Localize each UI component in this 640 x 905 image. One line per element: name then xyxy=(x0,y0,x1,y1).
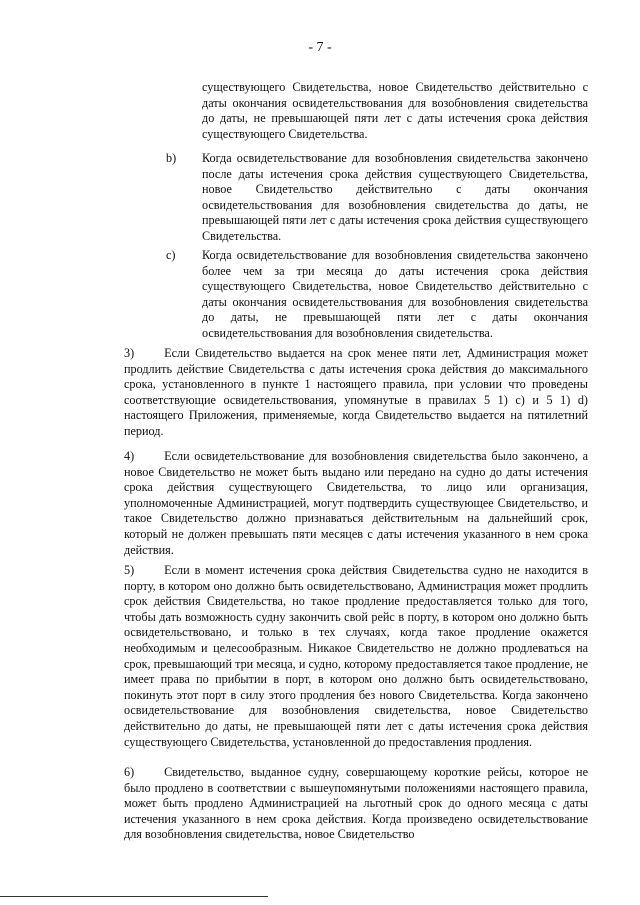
item-c-text: Когда освидетельствование для возобновления свидетельства закончено более чем за три месяца до даты истечения срока действия существующего Свидетельства, новое Свидетельство действительно с даты окончания освидетельствования для возобновления свидетельства до даты, не превышающей пяти лет с даты окончания освидетельствования для возобновления свидетельства. xyxy=(202,248,588,340)
paragraph-6 xyxy=(124,765,588,843)
paragraph-5-text: Если в момент истечения срока действия Свидетельства судно не находится в порту, в котором оно должно быть освидетельствовано, Администрация может продлить срок действия Свидетельства, но такое продление предоставляется только для того, чтобы дать возможность судну закончить свой рейс в порту, в котором оно должно быть освидетельствовано, и только в тех случаях, когда такое продление окажется необходимым и целесообразным. Никакое Свидетельство не должно продлеваться на срок, превышающий три месяца, и судно, которому предоставляется такое продление, не имеет права по прибытии в порт, в котором оно должно быть освидетельствовано, покинуть этот порт в силу этого продления без нового Свидетельства. Когда закончено освидетельствование для возобновления свидетельства, новое Свидетельство действительно до даты, не превышающей пяти лет с даты истечения срока действия существующего Свидетельства, установленной до предоставления продления. xyxy=(124,563,588,749)
paragraph-4-marker: 4) xyxy=(124,449,135,463)
paragraph-3-text: Если Свидетельство выдается на срок менее пяти лет, Администрация может продлить действие Свидетельства с даты истечения срока действия до максимального срока, установленного в пункте 1 настоящего правила, при условии что проведены соответствующие освидетельствования, упомянутые в правилах 5 1) c) и 5 1) d) настоящего Приложения, применяемые, когда Свидетельство выдается на пятилетний период. xyxy=(124,346,588,438)
page-number: - 7 - xyxy=(308,40,332,55)
continued-paragraph: существующего Свидетельства, новое Свидетельство действительно с даты окончания освидетельствования для возобновления свидетельства до даты, не превышающей пяти лет с даты истечения срока действия существующего Свидетельства. xyxy=(202,80,588,141)
paragraph-6-marker: 6) xyxy=(124,765,135,779)
footer-divider xyxy=(0,896,268,897)
paragraph-3 xyxy=(124,346,588,440)
item-b-marker: b) xyxy=(166,151,177,165)
paragraph-5-marker: 5) xyxy=(124,563,135,577)
item-c-marker: c) xyxy=(166,248,176,262)
paragraph-3-marker: 3) xyxy=(124,346,135,360)
paragraph-6-text: Свидетельство, выданное судну, совершающему короткие рейсы, которое не было продлено в соответствии с вышеупомянутыми положениями настоящего правила, может быть продлено Администрацией на льготный срок до одного месяца с даты истечения указанного в нем срока действия. Когда произведено освидетельствование для возобновления свидетельства, новое Свидетельство xyxy=(124,765,588,842)
paragraph-5 xyxy=(124,563,588,750)
paragraph-4 xyxy=(124,449,588,558)
item-b-text: Когда освидетельствование для возобновления свидетельства закончено после даты истечения срока действия существующего Свидетельства, новое Свидетельство действительно с даты окончания освидетельствования для возобновления свидетельства до даты, не превышающей пяти лет с даты истечения срока действия существующего Свидетельства. xyxy=(202,151,588,243)
paragraph-4-text: Если освидетельствование для возобновления свидетельства было закончено, а новое Свидетельство не может быть выдано или передано на судно до даты истечения срока действия существующего Свидетельства, то лицо или организация, уполномоченные Администрацией, могут подтвердить существующее Свидетельство, и такое Свидетельство должно признаваться действительным на дальнейший срок, который не должен превышать пяти месяцев с даты истечения указанного в нем срока действия. xyxy=(124,449,588,557)
